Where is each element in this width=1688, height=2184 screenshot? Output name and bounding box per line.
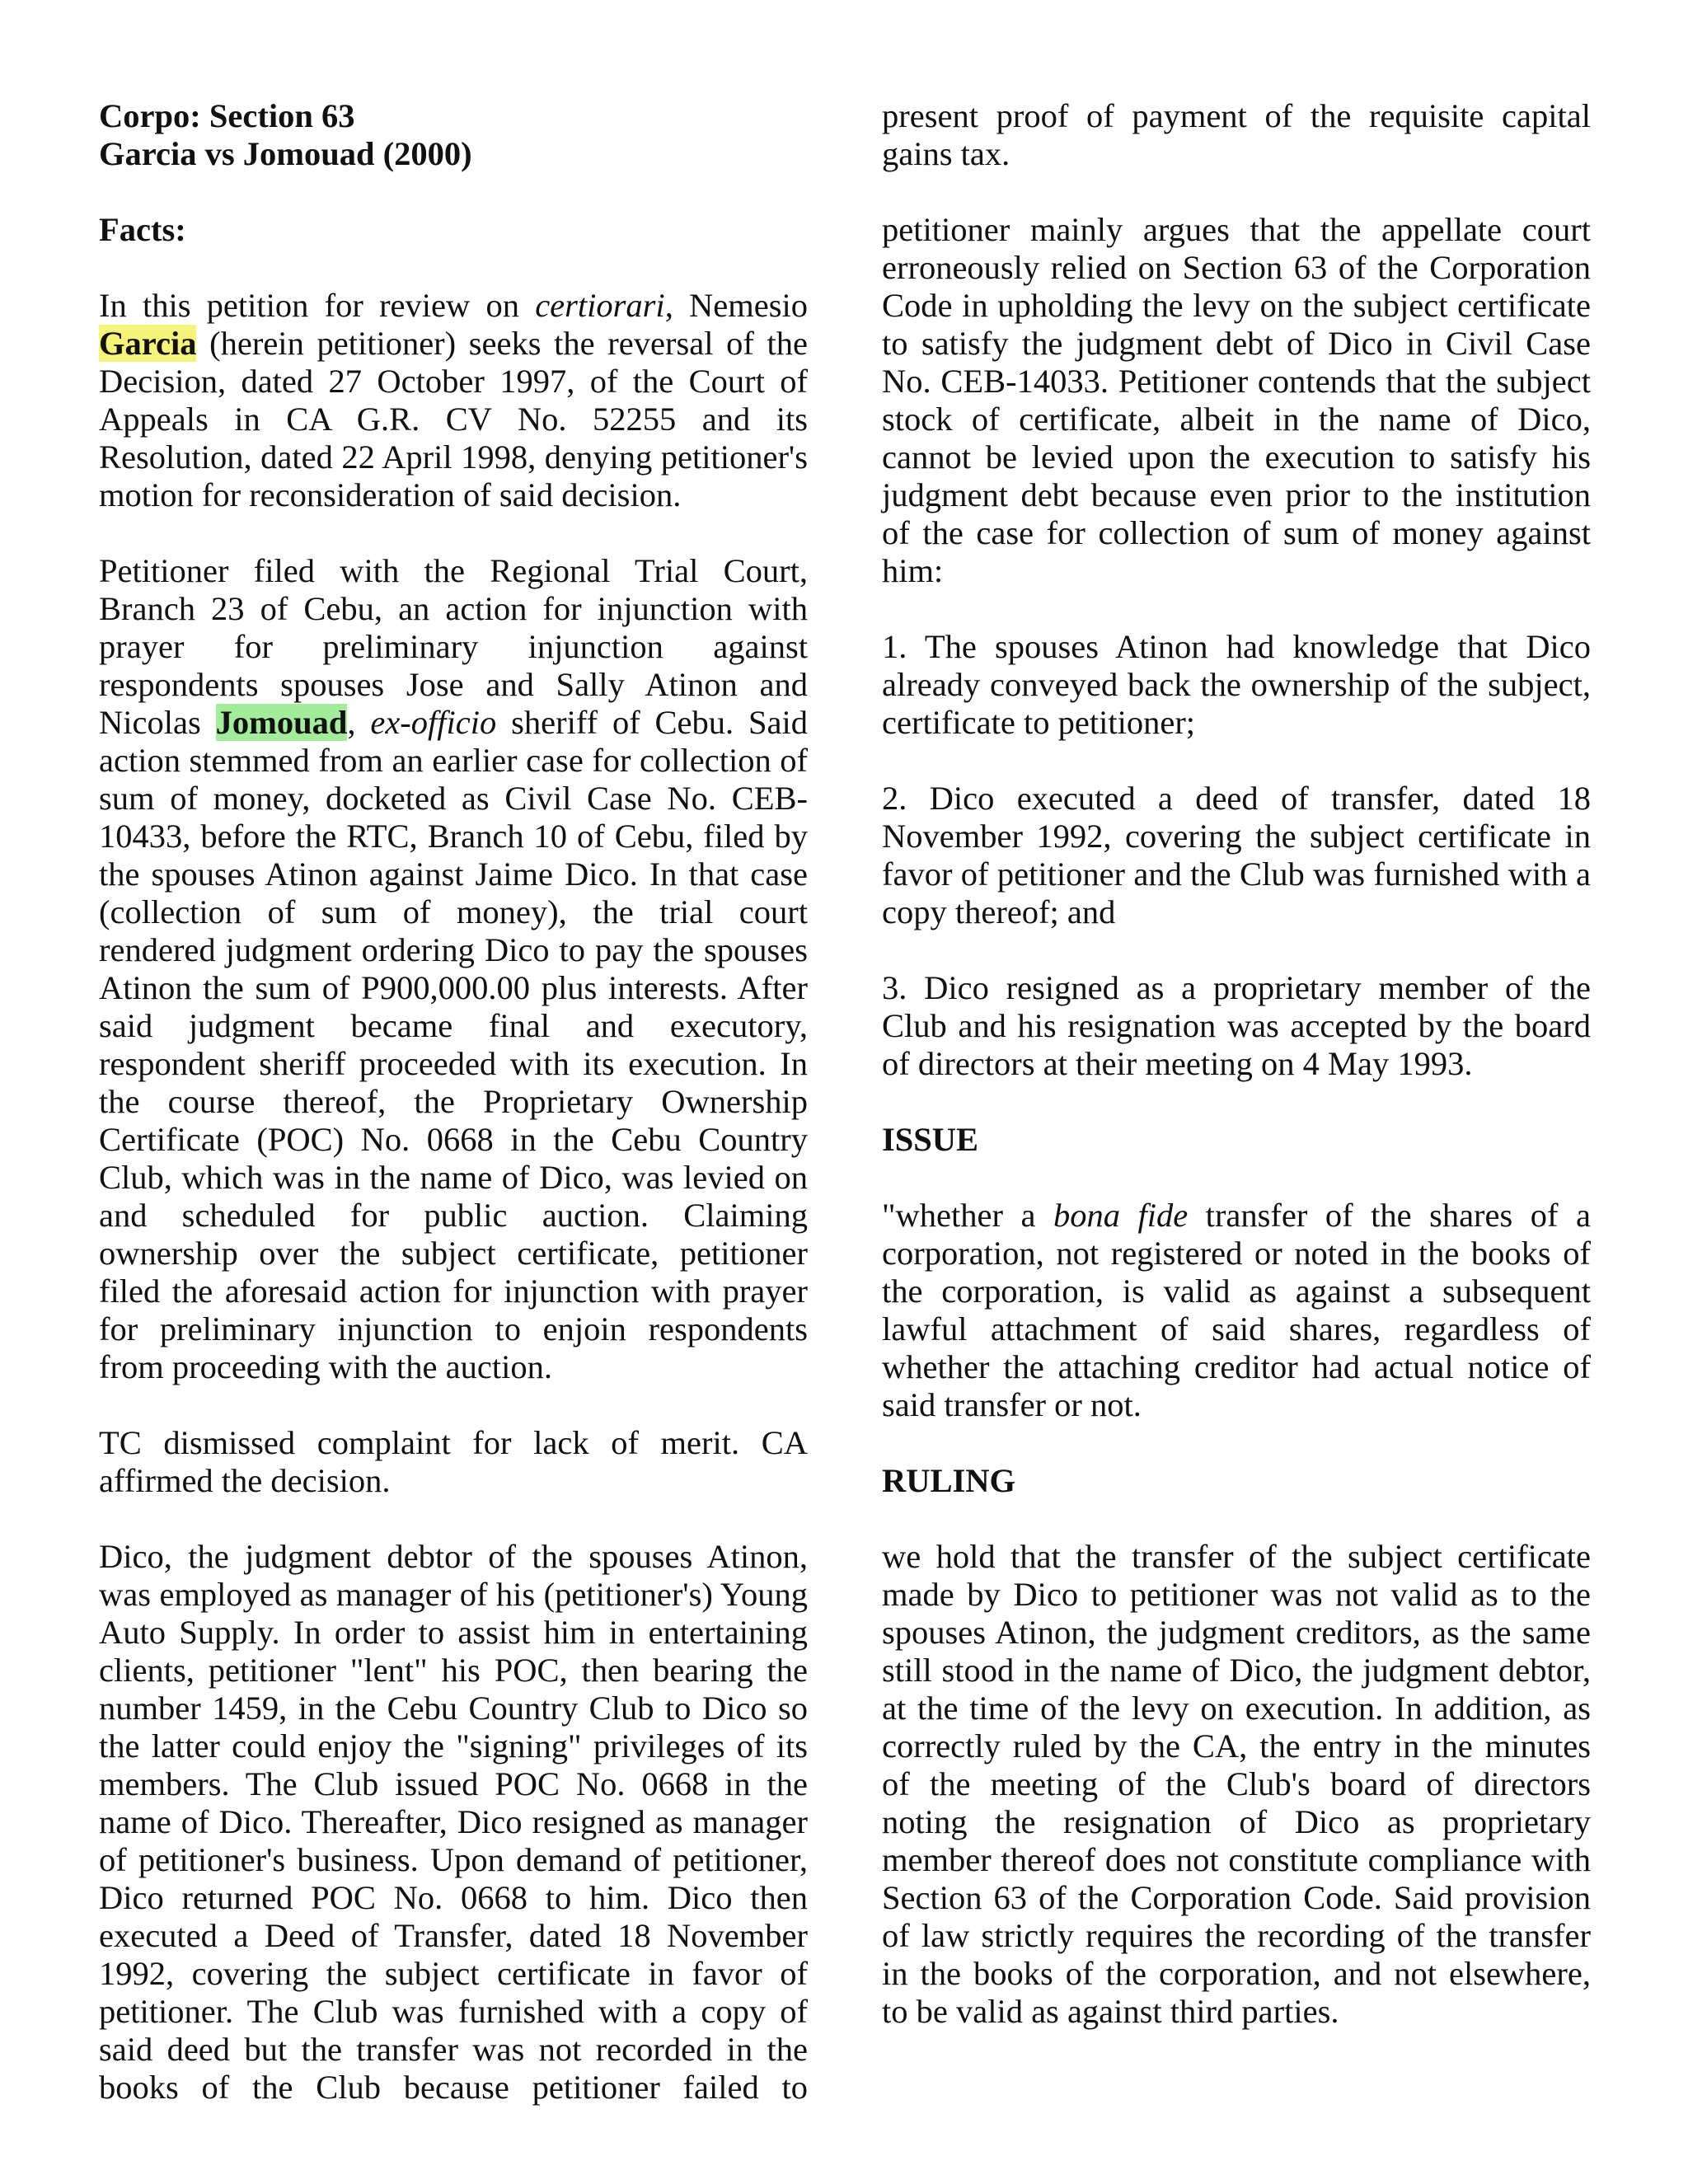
issue-heading: ISSUE [882, 1121, 979, 1158]
case-title: Garcia vs Jomouad (2000) [99, 135, 472, 172]
certiorari-italic: certiorari [535, 287, 665, 324]
argument-item-1: 1. The spouses Atinon had knowledge that Dico already conveyed back the ownership of the subject, certificate to petitioner; [882, 628, 1591, 741]
p2-text-a: Petitioner filed with the Regional Trial Court, Branch 23 of Cebu, an action for injunction with prayer for preliminary injunction against respondents spouses Jose and Sally Atinon and Nicolas [99, 552, 808, 741]
facts-heading: Facts: [99, 211, 186, 248]
arguments-paragraph: petitioner mainly argues that the appellate court erroneously relied on Section 63 of the Corporation Code in upholding the levy on the subject certificate to satisfy the judgment debt of Dico in Civil Case No. CEB-14033. Petitioner contends that the subject stock of certificate, albeit in the name of Dico, cannot be levied upon the execution to satisfy his judgment debt because even prior to the institution of the case for collection of sum of money against him: [882, 211, 1591, 589]
facts-paragraph-1 [99, 287, 808, 514]
garcia-highlight: Garcia [99, 325, 197, 362]
p1-text-a: In this petition for review on [99, 287, 536, 324]
p2-text-b: , [347, 704, 371, 741]
right-column [882, 97, 1591, 2069]
argument-item-3: 3. Dico resigned as a proprietary member of the Club and his resignation was accepted by the board of directors at their meeting on 4 May 1993. [882, 969, 1591, 1082]
p1-text-c: (herein petitioner) seeks the reversal of the Decision, dated 27 October 1997, of the Court of Appeals in CA G.R. CV No. 52255 and its Resolution, dated 22 April 1998, denying petitioner's motion for reconsideration of said decision. [99, 325, 808, 513]
facts-paragraph-4-start: Dico, the judgment debtor of the spouses Atinon, was employed as manager of his (petitioner's) Young Auto Supply. In order to assist him in entertaining clients, petitioner "lent" his POC, then bearing the number 1459, in the Cebu Country Club to Dico so the latter could enjoy the "signing" privileges of its members. The Club issued POC No. 0668 in the name of Dico. Thereafter, Dico resigned as manager of petitioner's business. Upon demand of petitioner, Dico returned POC No. 0668 to him. Dico then executed a Deed of Transfer, dated 18 November 1992, covering the subject certificate in favor of petitioner. The Club was furnished with a copy of said deed but the transfer was not recorded in the books of the Club because petitioner failed to [99, 1538, 808, 2106]
argument-item-2: 2. Dico executed a deed of transfer, dated 18 November 1992, covering the subject certificate in favor of petitioner and the Club was furnished with a copy thereof; and [882, 780, 1591, 930]
issue-text-b: transfer of the shares of a corporation, not registered or noted in the books of the corporation, is valid as against a subsequent lawful attachment of said shares, regardless of whether the attaching creditor had actual notice of said transfer or not. [882, 1197, 1591, 1423]
facts-paragraph-4: present proof of payment of the requisite capital gains tax. [882, 97, 1591, 172]
jomouad-highlight: Jomouad [215, 704, 348, 741]
facts-paragraph-3: TC dismissed complaint for lack of merit. CA affirmed the decision. [99, 1424, 808, 1499]
ruling-heading: RULING [882, 1462, 1016, 1499]
document-title: Corpo: Section 63 [99, 97, 355, 134]
bona-fide-italic: bona fide [1053, 1197, 1189, 1234]
issue-paragraph [882, 1197, 1591, 1424]
p1-text-b: , Nemesio [664, 287, 808, 324]
issue-text-a: "whether a [882, 1197, 1053, 1234]
ruling-paragraph: we hold that the transfer of the subject certificate made by Dico to petitioner was not valid as to the spouses Atinon, the judgment creditors, as the same still stood in the name of Dico, the judgment debtor, at the time of the levy on execution. In addition, as correctly ruled by the CA, the entry in the minutes of the meeting of the Club's board of directors noting the resignation of Dico as proprietary member thereof does not constitute compliance with Section 63 of the Corporation Code. Said provision of law strictly requires the recording of the transfer in the books of the corporation, and not elsewhere, to be valid as against third parties. [882, 1538, 1591, 2030]
left-column [99, 97, 808, 2144]
p2-text-c: sheriff of Cebu. Said action stemmed from an earlier case for collection of sum of money, docketed as Civil Case No. CEB-10433, before the RTC, Branch 10 of Cebu, filed by the spouses Atinon against Jaime Dico. In that case (collection of sum of money), the trial court rendered judgment ordering Dico to pay the spouses Atinon the sum of P900,000.00 plus interests. After said judgment became final and executory, respondent sheriff proceeded with its execution. In the course thereof, the Proprietary Ownership Certificate (POC) No. 0668 in the Cebu Country Club, which was in the name of Dico, was levied on and scheduled for public auction. Claiming ownership over the subject certificate, petitioner filed the aforesaid action for injunction with prayer for preliminary injunction to enjoin respondents from proceeding with the auction. [99, 704, 809, 1385]
facts-paragraph-2 [99, 552, 808, 1386]
ex-officio-italic: ex-officio [370, 704, 497, 741]
